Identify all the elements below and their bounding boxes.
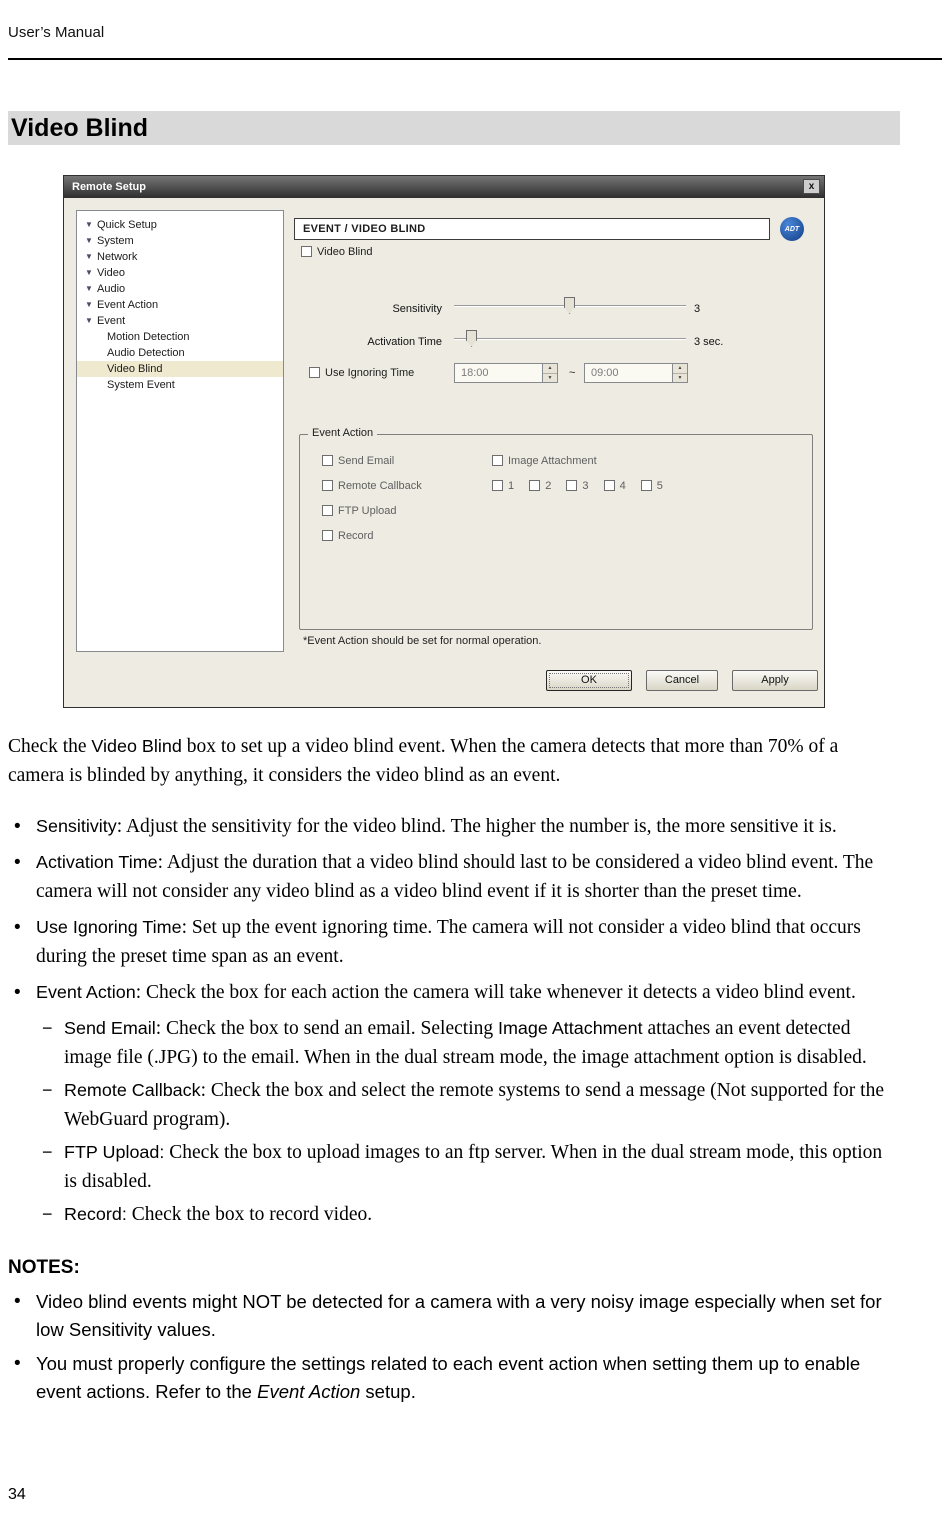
bullet-text: Record: Check the box to record video.: [64, 1204, 373, 1225]
dialog-titlebar[interactable]: [64, 176, 824, 198]
sub-bullet-remote-callback: [8, 1076, 890, 1134]
remote-callback-label: Remote Callback: [338, 480, 422, 492]
remote-setup-dialog: [63, 175, 825, 708]
callback-1: [492, 480, 514, 492]
callback-1-checkbox[interactable]: [492, 480, 503, 491]
activation-time-slider-track[interactable]: [454, 338, 686, 340]
tree-item-label: Event Action: [97, 299, 159, 311]
sensitivity-slider[interactable]: [454, 297, 686, 315]
tree-item-motion-detection[interactable]: [77, 329, 283, 345]
spin-down-icon[interactable]: ▼: [673, 374, 687, 383]
dialog-title: Remote Setup: [72, 181, 146, 193]
callback-2: [529, 480, 551, 492]
event-action-footnote: *Event Action should be set for normal operation.: [303, 635, 542, 647]
tree-collapse-icon: ▼: [85, 252, 93, 261]
adt-logo: ADT: [780, 217, 804, 241]
callback-3-label: 3: [582, 480, 589, 492]
tree-collapse-icon: ▼: [85, 284, 93, 293]
tree-collapse-icon: ▼: [85, 220, 93, 229]
tree-item-label: System: [97, 235, 134, 247]
tree-item-audio-detection[interactable]: [77, 345, 283, 361]
dash-icon: −: [42, 1080, 53, 1100]
remote-callback-row: [322, 480, 422, 492]
tree-item-quick-setup[interactable]: [77, 217, 283, 233]
tree-item-system-event[interactable]: [77, 377, 283, 393]
ok-button[interactable]: OK: [546, 670, 632, 691]
sensitivity-label: Sensitivity: [392, 303, 442, 315]
sensitivity-value: 3: [694, 303, 701, 315]
bullet-text: Event Action: Check the box for each action the camera will take whenever it detects a video blind event.: [36, 982, 856, 1003]
activation-time-value: 3 sec.: [694, 336, 724, 348]
callback-2-label: 2: [545, 480, 552, 492]
record-row: [322, 530, 373, 542]
bullet-sensitivity: [8, 812, 890, 841]
header-rule: [8, 58, 942, 60]
sub-bullet-record: [8, 1200, 890, 1229]
ignoring-time-to-spinner: [672, 364, 687, 382]
page-title: Video Blind: [11, 114, 149, 142]
apply-button[interactable]: Apply: [732, 670, 818, 691]
spin-up-icon[interactable]: ▲: [673, 364, 687, 374]
note-1: [8, 1288, 890, 1343]
panel-header: EVENT / VIDEO BLIND: [294, 218, 770, 240]
remote-callback-checkbox[interactable]: [322, 480, 333, 491]
dash-icon: −: [42, 1142, 53, 1162]
setup-tree: [76, 210, 284, 652]
bullet-icon: •: [14, 852, 21, 873]
bullet-text: Activation Time: Adjust the duration that a video blind should last to be considered a video blind event. The camera will not consider any video blind as a video blind event if it is shorter than the preset time.: [36, 852, 874, 902]
callback-number-row: [492, 480, 675, 492]
sub-bullet-ftp-upload: [8, 1138, 890, 1196]
note-2: [8, 1350, 890, 1405]
note-text: You must properly configure the settings related to each event action when setting them up to enable event actions. Refer to the Event Action setup.: [36, 1353, 861, 1402]
tree-item-network[interactable]: [77, 249, 283, 265]
video-blind-checkbox-row: [301, 246, 372, 258]
callback-4-label: 4: [619, 480, 626, 492]
ignoring-time-from-value: 18:00: [461, 367, 489, 379]
bullet-text: Remote Callback: Check the box and select the remote systems to send a message (Not supported for the WebGuard program).: [64, 1080, 884, 1130]
use-ignoring-time-label: Use Ignoring Time: [325, 367, 415, 379]
event-action-group: [299, 427, 813, 630]
bullet-icon: •: [14, 917, 21, 938]
note-text: Video blind events might NOT be detected for a camera with a very noisy image especially when set for low Sensitivity values.: [36, 1291, 882, 1340]
sensitivity-slider-thumb[interactable]: [564, 297, 575, 314]
tree-collapse-icon: ▼: [85, 300, 93, 309]
callback-1-label: 1: [508, 480, 515, 492]
tree-item-video-blind[interactable]: [77, 361, 283, 377]
tree-collapse-icon: ▼: [85, 236, 93, 245]
bullet-icon: •: [14, 982, 21, 1003]
tree-item-event-action[interactable]: [77, 297, 283, 313]
cancel-button[interactable]: Cancel: [646, 670, 718, 691]
video-blind-checkbox[interactable]: [301, 246, 312, 257]
dash-icon: −: [42, 1018, 53, 1038]
send-email-checkbox[interactable]: [322, 455, 333, 466]
callback-5-label: 5: [656, 480, 663, 492]
tree-item-label: Video Blind: [107, 363, 163, 375]
tree-item-label: Quick Setup: [97, 219, 157, 231]
tree-item-event[interactable]: [77, 313, 283, 329]
callback-3: [566, 480, 588, 492]
tree-item-label: Audio Detection: [107, 347, 185, 359]
bullet-text: Sensitivity: Adjust the sensitivity for the video blind. The higher the number is, the more sensitive it is.: [36, 816, 837, 837]
send-email-label: Send Email: [338, 455, 395, 467]
ignoring-time-to[interactable]: [584, 363, 688, 383]
use-ignoring-time-row: [309, 367, 414, 379]
bullet-event-action: [8, 978, 890, 1007]
bullet-use-ignoring-time: [8, 913, 890, 971]
callback-5-checkbox[interactable]: [641, 480, 652, 491]
tree-item-video[interactable]: [77, 265, 283, 281]
body-text: [8, 732, 890, 1412]
tree-item-label: Event: [97, 315, 126, 327]
bullet-icon: •: [14, 816, 21, 837]
callback-2-checkbox[interactable]: [529, 480, 540, 491]
dash-icon: −: [42, 1204, 53, 1224]
bullet-text: Send Email: Check the box to send an email. Selecting Image Attachment attaches an event detected image file (.JPG) to the email. When in the dual stream mode, the image attachment option is disabled.: [64, 1018, 867, 1068]
section-title-bar: [8, 111, 900, 145]
intro-paragraph: Check the Video Blind box to set up a video blind event. When the camera detects that more than 70% of a camera is blinded by anything, it considers the video blind as an event.: [8, 736, 839, 786]
callback-4-checkbox[interactable]: [604, 480, 615, 491]
bullet-icon: •: [14, 1291, 21, 1312]
spin-up-icon[interactable]: ▲: [543, 364, 557, 374]
use-ignoring-time-checkbox[interactable]: [309, 367, 320, 378]
send-email-row: [322, 455, 394, 467]
video-blind-checkbox-label: Video Blind: [317, 246, 373, 258]
spin-down-icon[interactable]: ▼: [543, 374, 557, 383]
activation-time-slider[interactable]: [454, 330, 686, 348]
ftp-upload-row: [322, 505, 397, 517]
event-action-group-title: Event Action: [308, 427, 377, 439]
image-attachment-checkbox[interactable]: [492, 455, 503, 466]
record-checkbox[interactable]: [322, 530, 333, 541]
callback-4: [604, 480, 626, 492]
ignoring-time-from-spinner: [542, 364, 557, 382]
record-label: Record: [338, 530, 374, 542]
activation-time-label: Activation Time: [367, 336, 442, 348]
bullet-text: Use Ignoring Time: Set up the event ignoring time. The camera will not consider a video blind that occurs during the preset time span as an event.: [36, 917, 861, 967]
notes-title: NOTES:: [8, 1257, 80, 1278]
close-icon[interactable]: x: [803, 179, 820, 194]
bullet-activation-time: [8, 848, 890, 906]
tree-item-label: Video: [97, 267, 125, 279]
callback-3-checkbox[interactable]: [566, 480, 577, 491]
bullet-text: FTP Upload: Check the box to upload images to an ftp server. When in the dual stream mode, this option is disabled.: [64, 1142, 883, 1192]
tree-item-label: Motion Detection: [107, 331, 190, 343]
ignoring-time-from[interactable]: [454, 363, 558, 383]
sub-bullet-send-email: [8, 1014, 890, 1072]
activation-time-slider-thumb[interactable]: [466, 330, 477, 347]
tree-item-audio[interactable]: [77, 281, 283, 297]
tree-item-label: Network: [97, 251, 138, 263]
callback-5: [641, 480, 663, 492]
tree-item-label: Audio: [97, 283, 126, 295]
tree-collapse-icon: ▼: [85, 268, 93, 277]
ftp-upload-label: FTP Upload: [338, 505, 397, 517]
tree-item-label: System Event: [107, 379, 175, 391]
bullet-icon: •: [14, 1353, 21, 1374]
image-attachment-row: [492, 455, 597, 467]
image-attachment-label: Image Attachment: [508, 455, 597, 467]
ignoring-time-to-value: 09:00: [591, 367, 619, 379]
tree-collapse-icon: ▼: [85, 316, 93, 325]
page-number: 34: [8, 1486, 26, 1503]
manual-header: User’s Manual: [8, 24, 105, 41]
tree-item-system[interactable]: [77, 233, 283, 249]
ftp-upload-checkbox[interactable]: [322, 505, 333, 516]
ignoring-time-tilde: ~: [569, 367, 576, 379]
